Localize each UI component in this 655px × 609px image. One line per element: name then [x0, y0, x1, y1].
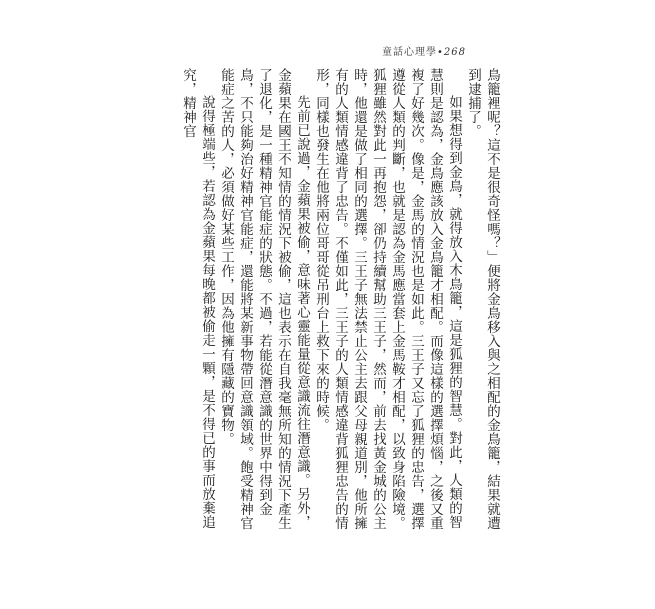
- running-header: [382, 43, 466, 58]
- paragraph-4: 說得極端些，若認為金蘋果每晚都被偷走一顆，是不得已的事而放棄追究，精神官: [180, 68, 215, 529]
- page-number: 268: [443, 47, 466, 58]
- paragraph-2: 如果想得到金鳥，就得放入木鳥籠，這是狐狸的智慧。對此，人類的智慧則是認為，金鳥應該放入金鳥籠才相配。而像這樣的選擇煩惱，之後又重複了好幾次。像是，金馬的情況也是如此。三王子又忘了狐狸的忠告，選擇遵從人類的判斷，也就是認為金馬應當套上金馬鞍才相配，以致身陷險境。狐狸雖然對此一再抱怨，卻仍持續幫助三王子，然而，前去找黃金城的公主時，他還是做了相同的選擇。三王子無法禁止公主去跟父母親道別，他所擁有的人類情感違背了忠告。不僅如此，三王子的人類情感違背狐狸忠告的情形，同樣也發生在他將兩位哥哥從吊刑台上救下來的時候。: [313, 68, 462, 530]
- book-title: 童話心理學: [382, 47, 437, 58]
- paragraph-3: 先前已說過，金蘋果被偷，意味著心靈能量從意識流往潛意識。另外，金蘋果在國王不知情的情況下被偷，這也表示在自我毫無所知的情況下產生了退化，是一種精神官能症的狀態。不過，若能從潛意識的世界中得到金鳥，不只能夠治好精神官能症，還能將某新事物帶回意識領域。飽受精神官能症之苦的人，必須做好某些工作，因為他擁有隱藏的寶物。: [218, 68, 310, 530]
- vertical-body-text: [178, 68, 501, 538]
- paragraph-1-continuation: 鳥籠裡呢？這不是很奇怪嗎？」便將金鳥移入與之相配的金鳥籠，結果就遭到逮捕了。: [465, 68, 500, 530]
- header-separator: •: [437, 47, 444, 58]
